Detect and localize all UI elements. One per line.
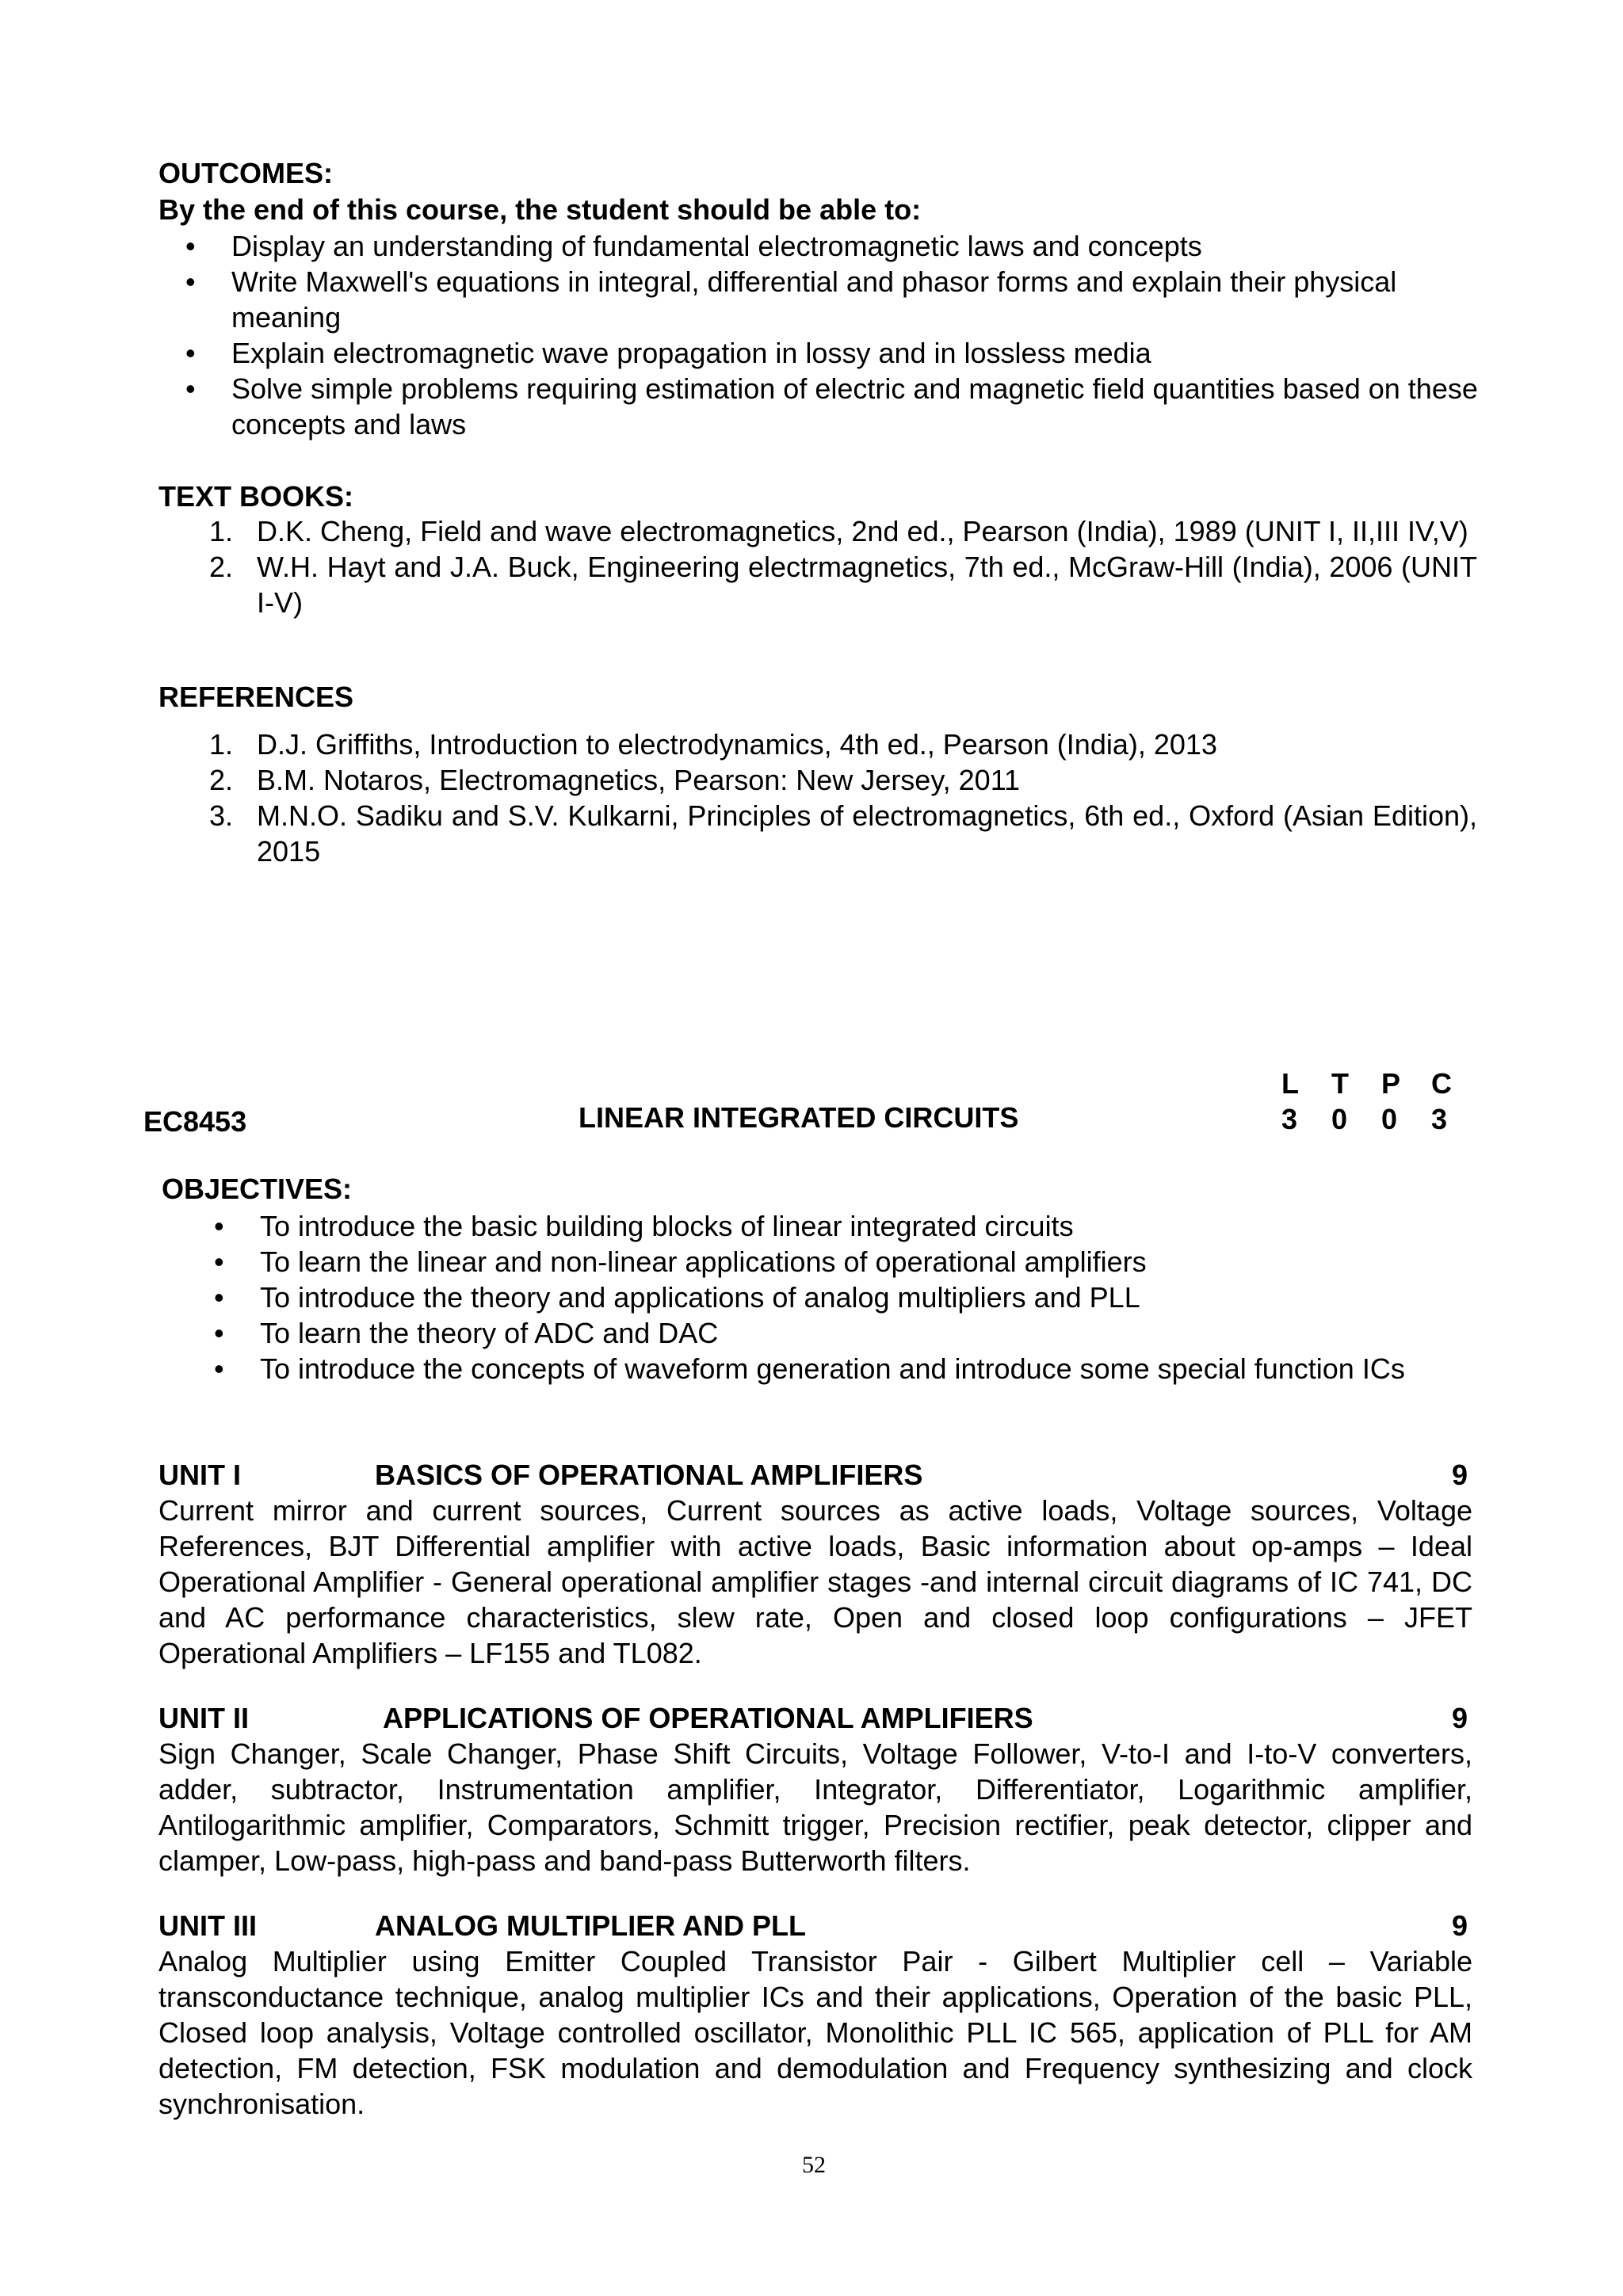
- unit-body: Sign Changer, Scale Changer, Phase Shift Circuits, Voltage Follower, V-to-I and I-to-V converters, adder, subtractor, Instrumentation amplifier, Integrator, Differentiator, Logarithmic amplifier, Antilogarithmic amplifier, Comparators, Schmitt trigger, Precision rectifier, peak detector, clipper and clamper, Low-pass, high-pass and band-pass Butterworth filters.: [158, 1737, 1472, 1877]
- objectives-heading: OBJECTIVES:: [162, 1173, 353, 1205]
- unit-hours: 9: [1451, 1909, 1468, 1942]
- outcomes-heading: OUTCOMES:: [158, 157, 333, 189]
- unit-heading: [158, 1908, 1468, 1943]
- objective-item: • To introduce the theory and applications of analog multipliers and PLL: [187, 1280, 1474, 1315]
- objective-item: • To learn the theory of ADC and DAC: [187, 1315, 1474, 1351]
- outcome-item: • Display an understanding of fundamental electromagnetic laws and concepts: [158, 228, 1478, 264]
- ltpc-label: L: [1281, 1067, 1299, 1100]
- textbook-item: 1. D.K. Cheng, Field and wave electromagnetics, 2nd ed., Pearson (India), 1989 (UNIT I, II,III IV,V): [209, 515, 1468, 547]
- outcomes-intro: By the end of this course, the student should be able to:: [158, 193, 922, 226]
- course-code: EC8453: [143, 1105, 247, 1138]
- unit-hours: 9: [1451, 1702, 1468, 1734]
- ltpc-value: 3: [1281, 1103, 1298, 1135]
- ltpc-value: 3: [1431, 1103, 1448, 1135]
- reference-item: 3. M.N.O. Sadiku and S.V. Kulkarni, Principles of electromagnetics, 6th ed., Oxford (Asian Edition), 2015: [209, 799, 1477, 868]
- ltpc-value: 0: [1331, 1103, 1348, 1135]
- ltpc-label: C: [1431, 1067, 1452, 1100]
- ltpc-table: [1281, 1066, 1481, 1137]
- ltpc-label: P: [1381, 1067, 1401, 1100]
- objective-item: • To introduce the basic building blocks of linear integrated circuits: [187, 1208, 1474, 1244]
- textbooks-list: [209, 513, 1477, 620]
- reference-item: 2. B.M. Notaros, Electromagnetics, Pearson: New Jersey, 2011: [209, 764, 1021, 796]
- unit-id: UNIT II: [158, 1702, 249, 1734]
- textbook-item: 2. W.H. Hayt and J.A. Buck, Engineering electrmagnetics, 7th ed., McGraw-Hill (India), 2006 (UNIT I-V): [209, 551, 1477, 619]
- unit-heading: [158, 1700, 1468, 1736]
- course-title: LINEAR INTEGRATED CIRCUITS: [579, 1101, 1019, 1134]
- unit-title: APPLICATIONS OF OPERATIONAL AMPLIFIERS: [383, 1702, 1033, 1734]
- objective-item: • To introduce the concepts of waveform generation and introduce some special function ICs: [187, 1351, 1474, 1386]
- unit-id: UNIT I: [158, 1459, 241, 1491]
- unit-body: Analog Multiplier using Emitter Coupled Transistor Pair - Gilbert Multiplier cell – Variable transconductance technique, analog multiplier ICs and their applications, Operation of the basic PLL, Closed loop analysis, Voltage controlled oscillator, Monolithic PLL IC 565, application of PLL for AM detection, FM detection, FSK modulation and demodulation and Frequency synthesizing and clock synchronisation.: [158, 1945, 1472, 2120]
- objective-item: • To learn the linear and non-linear applications of operational amplifiers: [187, 1244, 1474, 1280]
- reference-item: 1. D.J. Griffiths, Introduction to electrodynamics, 4th ed., Pearson (India), 2013: [209, 728, 1217, 761]
- outcomes-list: [158, 228, 1478, 442]
- unit-body: Current mirror and current sources, Current sources as active loads, Voltage sources, Voltage References, BJT Differential amplifier with active loads, Basic information about op-amps – Ideal Operational Amplifier - General operational amplifier stages -and internal circuit diagrams of IC 741, DC and AC performance characteristics, slew rate, Open and closed loop configurations – JFET Operational Amplifiers – LF155 and TL082.: [158, 1494, 1472, 1669]
- outcome-item: • Write Maxwell's equations in integral, differential and phasor forms and explain their physical meaning: [158, 264, 1478, 335]
- references-list: [209, 727, 1477, 869]
- outcome-item: • Explain electromagnetic wave propagation in lossy and in lossless media: [158, 335, 1478, 371]
- ltpc-label: T: [1331, 1067, 1349, 1100]
- objectives-list: [187, 1208, 1474, 1386]
- page-number: 52: [802, 2152, 826, 2178]
- unit-title: BASICS OF OPERATIONAL AMPLIFIERS: [375, 1459, 923, 1491]
- unit-heading: [158, 1457, 1468, 1493]
- ltpc-value: 0: [1381, 1103, 1398, 1135]
- references-heading: REFERENCES: [158, 681, 354, 713]
- textbooks-heading: TEXT BOOKS:: [158, 480, 354, 513]
- unit-hours: 9: [1451, 1459, 1468, 1491]
- unit-id: UNIT III: [158, 1909, 257, 1942]
- outcome-item: • Solve simple problems requiring estimation of electric and magnetic field quantities based on these concepts and laws: [158, 371, 1478, 442]
- unit-title: ANALOG MULTIPLIER AND PLL: [375, 1909, 806, 1942]
